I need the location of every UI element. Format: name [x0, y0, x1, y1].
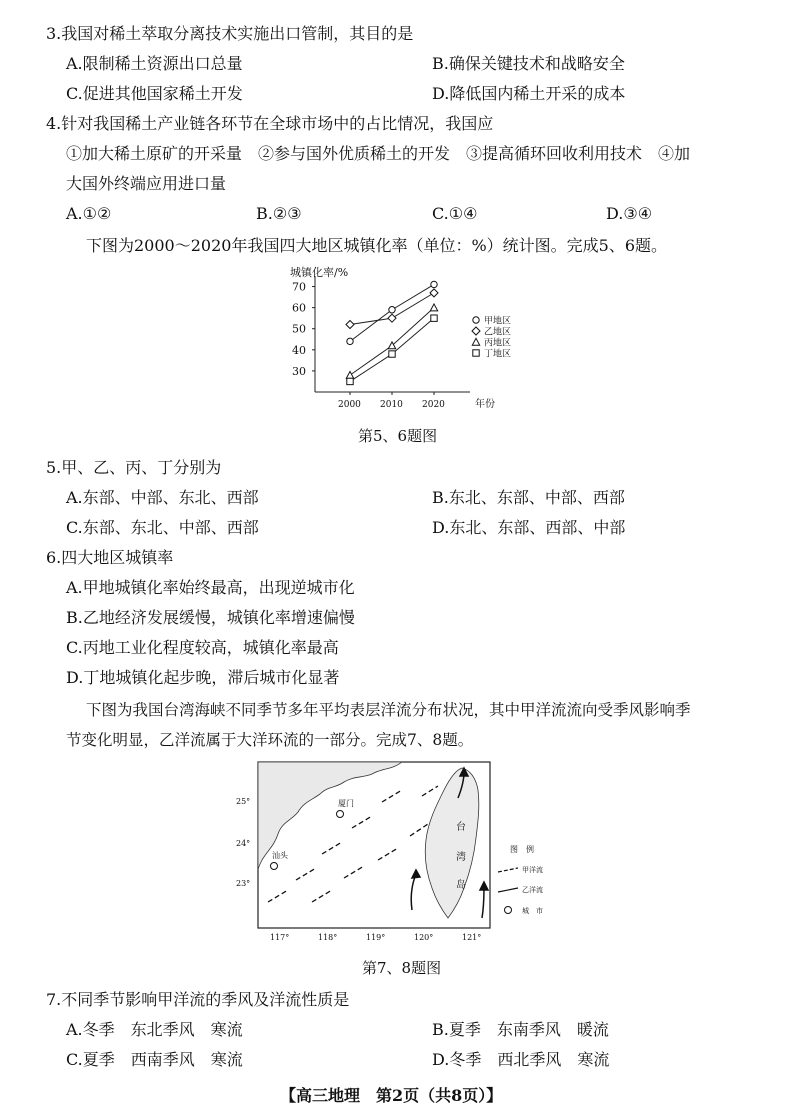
taiwan-strait-map	[232, 760, 562, 950]
series-line-square	[350, 318, 434, 381]
y-tick-label: 30	[292, 364, 306, 378]
q3-stem: 3.我国对稀土萃取分离技术实施出口管制，其目的是	[46, 24, 414, 43]
lon-118: 118°	[318, 933, 338, 942]
q7-option-b: B.夏季 东南季风 暖流	[432, 1020, 609, 1039]
data-point-square	[389, 351, 395, 357]
lon-119: 119°	[366, 933, 386, 942]
data-point-triangle	[346, 371, 353, 378]
lat-23: 23°	[236, 879, 251, 888]
taiwan-char-3: 岛	[456, 880, 466, 891]
lat-25: 25°	[236, 797, 251, 806]
q4-option-c: C.①④	[432, 204, 478, 223]
chart-caption: 第5、6题图	[358, 427, 438, 445]
q5-option-b: B.东北、东部、中部、西部	[432, 488, 625, 507]
q6-stem: 6.四大地区城镇率	[46, 548, 174, 567]
q3-option-a: A.限制稀土资源出口总量	[66, 54, 243, 73]
data-point-diamond	[430, 289, 438, 297]
y-tick-label: 40	[292, 343, 306, 357]
lon-121: 121°	[462, 933, 482, 942]
intro-7-8-line1: 下图为我国台湾海峡不同季节多年平均表层洋流分布状况，其中甲洋流流向受季风影响季	[86, 701, 691, 719]
xiamen-city-marker	[337, 811, 344, 818]
intro-5-6: 下图为2000～2020年我国四大地区城镇化率（单位：%）统计图。完成5、6题。	[86, 236, 668, 255]
legend-marker-circle	[473, 317, 479, 323]
q3-option-d: D.降低国内稀土开采的成本	[432, 84, 626, 103]
q7-option-c: C.夏季 西南季风 寒流	[66, 1050, 243, 1069]
data-point-diamond	[388, 314, 396, 322]
q4-stem: 4.针对我国稀土产业链各环节在全球市场中的占比情况，我国应	[46, 114, 494, 133]
q3-option-b: B.确保关键技术和战略安全	[432, 54, 625, 73]
x-tick-label: 2020	[422, 400, 445, 410]
data-point-circle	[389, 307, 395, 313]
q4-choices-line1: ①加大稀土原矿的开采量 ②参与国外优质稀土的开发 ③提高循环回收利用技术 ④加	[66, 144, 691, 163]
legend-marker-square	[473, 350, 479, 356]
legend-marker-triangle	[472, 338, 479, 345]
chart-xlabel: 年份	[475, 399, 495, 410]
taiwan-char-1: 台	[456, 822, 466, 833]
lon-117: 117°	[270, 933, 290, 942]
data-point-square	[347, 378, 353, 384]
data-point-circle	[431, 281, 437, 287]
shantou-label: 汕头	[272, 851, 288, 860]
intro-7-8-line2: 节变化明显，乙洋流属于大洋环流的一部分。完成7、8题。	[66, 731, 474, 749]
q6-option-c: C.丙地工业化程度较高，城镇化率最高	[66, 638, 339, 657]
legend-marker-diamond	[472, 327, 480, 335]
q3-option-c: C.促进其他国家稀土开发	[66, 84, 243, 103]
legend-label: 丁地区	[484, 349, 512, 360]
map-caption: 第7、8题图	[362, 959, 442, 977]
legend-yi: 乙洋流	[522, 886, 543, 894]
legend-label: 乙地区	[484, 327, 512, 338]
shantou-city-marker	[271, 863, 278, 870]
q5-stem: 5.甲、乙、丙、丁分别为	[46, 458, 222, 477]
data-point-triangle	[430, 304, 437, 311]
lat-24: 24°	[236, 839, 251, 848]
lon-120: 120°	[414, 933, 434, 942]
data-point-circle	[347, 338, 353, 344]
q6-option-b: B.乙地经济发展缓慢，城镇化率增速偏慢	[66, 608, 355, 627]
q6-option-d: D.丁地城镇化起步晚，滞后城市化显著	[66, 668, 340, 687]
y-tick-label: 60	[292, 301, 306, 315]
q5-option-c: C.东部、东北、中部、西部	[66, 518, 259, 537]
q7-option-d: D.冬季 西北季风 寒流	[432, 1050, 610, 1069]
legend-label: 丙地区	[484, 338, 512, 349]
q5-option-d: D.东北、东部、西部、中部	[432, 518, 626, 537]
q5-option-a: A.东部、中部、东北、西部	[66, 488, 259, 507]
legend-title: 图 例	[510, 845, 534, 854]
xiamen-label: 厦门	[338, 799, 354, 808]
x-tick-label: 2000	[338, 400, 361, 410]
legend-city: 城 市	[522, 907, 543, 915]
chart-ylabel: 城镇化率/%	[290, 266, 349, 279]
page-footer: 【高三地理 第2页（共8页）】	[280, 1086, 503, 1105]
q4-option-d: D.③④	[606, 204, 653, 223]
legend-jia: 甲洋流	[522, 866, 543, 874]
legend-label: 甲地区	[484, 316, 512, 327]
data-point-diamond	[346, 321, 354, 329]
q4-choices-line2: 大国外终端应用进口量	[66, 174, 227, 193]
taiwan-char-2: 湾	[456, 852, 466, 863]
urbanization-line-chart	[280, 262, 530, 420]
data-point-square	[431, 315, 437, 321]
q4-option-b: B.②③	[256, 204, 302, 223]
x-tick-label: 2010	[380, 400, 403, 410]
y-tick-label: 50	[292, 322, 306, 336]
q7-option-a: A.冬季 东北季风 寒流	[66, 1020, 243, 1039]
y-tick-label: 70	[292, 280, 306, 294]
q4-option-a: A.①②	[66, 204, 112, 223]
q7-stem: 7.不同季节影响甲洋流的季风及洋流性质是	[46, 990, 350, 1009]
q6-option-a: A.甲地城镇化率始终最高，出现逆城市化	[66, 578, 355, 597]
